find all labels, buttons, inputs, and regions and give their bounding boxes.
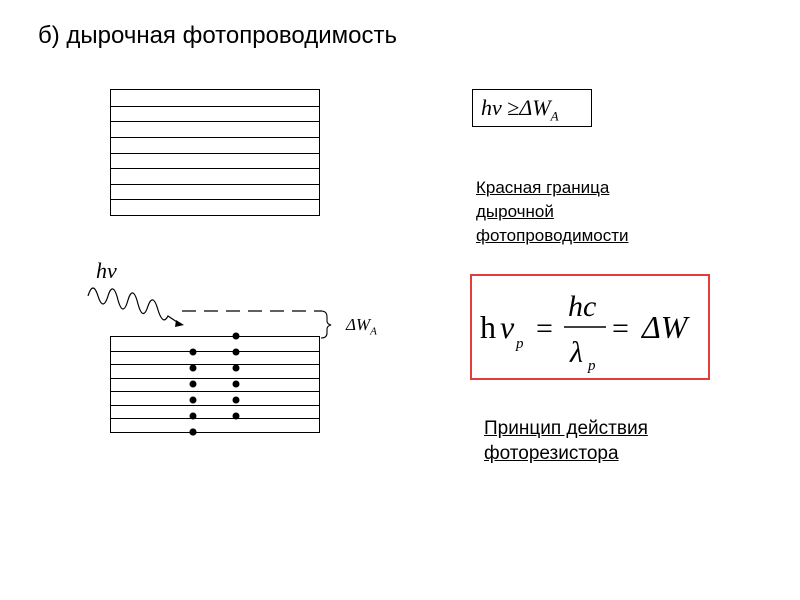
formula-lambda: λ xyxy=(570,336,583,369)
hole-dot xyxy=(233,365,240,372)
hole-dot xyxy=(190,397,197,404)
gap-label: $\Delta W_A$ xyxy=(346,315,377,338)
formula-h: h xyxy=(480,309,496,345)
formula-eq2: = xyxy=(612,312,629,345)
photon-arrow-icon xyxy=(175,320,184,327)
hole-dot xyxy=(190,413,197,420)
hole-dot xyxy=(233,349,240,356)
hole-dot xyxy=(190,381,197,388)
red-boundary-label: Красная граница дырочной фотопроводимости xyxy=(476,178,629,245)
photon-label: hν xyxy=(96,258,117,283)
hole-dot xyxy=(233,381,240,388)
condition-formula-box: $h\nu \ge\Delta W_A$ xyxy=(472,89,592,127)
photon-wave-icon xyxy=(88,288,180,324)
hole-dot xyxy=(233,333,240,340)
hole-dot xyxy=(233,413,240,420)
formula-nu-sub: p xyxy=(516,336,524,352)
page-title: б) дырочная фотопроводимость xyxy=(38,22,397,49)
hole-dot xyxy=(233,397,240,404)
hole-dot xyxy=(190,365,197,372)
formula-eq1: = xyxy=(536,312,553,345)
gap-brace-icon xyxy=(321,311,331,338)
hole-dot xyxy=(190,349,197,356)
main-formula-box xyxy=(470,274,710,380)
principle-label: Принцип действия фоторезистора xyxy=(484,418,648,464)
formula-nu: ν xyxy=(500,309,515,345)
formula-lambda-sub: p xyxy=(588,358,596,374)
formula-rhs: ΔW xyxy=(642,309,688,345)
formula-hc: hc xyxy=(568,290,597,323)
hole-dot xyxy=(190,429,197,436)
